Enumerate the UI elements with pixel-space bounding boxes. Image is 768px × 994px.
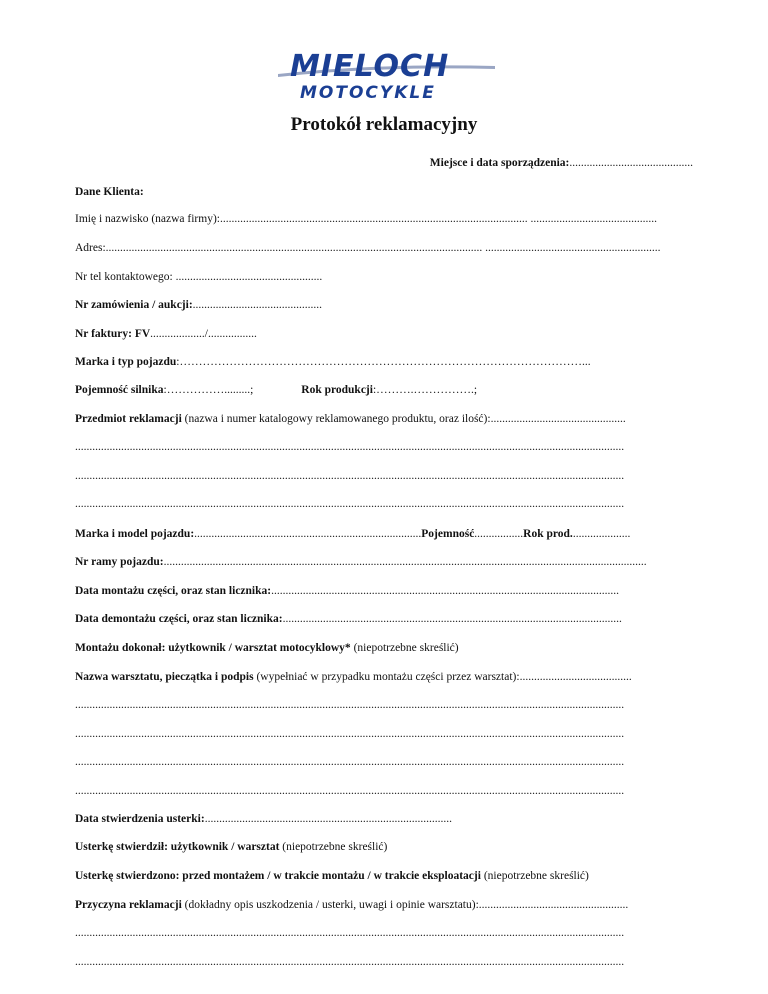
document-title: Protokół reklamacyjny <box>290 114 478 135</box>
form-line <box>75 696 693 714</box>
field-label: Data montażu części, oraz stan licznika: <box>75 585 272 597</box>
field-label: Miejsce i data sporządzenia: <box>429 157 570 169</box>
form-line <box>75 268 693 286</box>
form-line <box>75 325 693 343</box>
field-label: Nr faktury: FV <box>75 328 151 340</box>
form-line <box>75 610 693 628</box>
fill-in-field[interactable]: .................................................... <box>478 899 629 911</box>
fill-in-field[interactable]: :……………………………………………………………………………………………... <box>176 356 591 368</box>
field-label: Pojemność silnika <box>75 384 164 396</box>
field-label: Przyczyna reklamacji <box>75 899 182 911</box>
field-label: Marka i model pojazdu: <box>75 528 195 540</box>
fill-in-field[interactable]: ............................................................................................................................................................................................... <box>75 699 625 711</box>
field-note: (dokładny opis uszkodzenia / usterki, uwagi i opinie warsztatu): <box>181 899 479 911</box>
logo-bottom-text: MOTOCYKLE <box>300 83 436 102</box>
form-line <box>75 668 693 686</box>
field-label: Usterkę stwierdzono: przed montażem / w trakcie montażu / w trakcie eksploatacji <box>75 870 481 882</box>
logo-top-text: MIELOCH <box>290 49 450 84</box>
form-line <box>75 867 693 885</box>
fill-in-field[interactable]: ................. <box>474 528 524 540</box>
fill-in-field[interactable]: ........................................................................................................................................................................ <box>163 556 647 568</box>
form-line <box>75 810 693 828</box>
form-line <box>75 753 693 771</box>
field-label: Data stwierdzenia usterki: <box>75 813 205 825</box>
form-line <box>75 438 693 456</box>
form-line <box>75 582 693 600</box>
form-line <box>75 296 693 314</box>
field-label: Imię i nazwisko (nazwa firmy): <box>75 213 220 225</box>
fill-in-field[interactable]: ............................................................................................................................................................................................... <box>75 441 625 453</box>
fill-in-field[interactable]: ............................................................................................................................................................................................... <box>75 498 625 510</box>
fill-in-field[interactable]: ............................................................................................................................................................................................... <box>75 927 625 939</box>
form-line <box>75 896 693 914</box>
form-line <box>75 639 693 657</box>
field-label: Nazwa warsztatu, pieczątka i podpis <box>75 671 254 683</box>
company-logo <box>270 48 500 102</box>
fill-in-field[interactable]: ...................................................................................... <box>204 813 452 825</box>
form-line <box>75 953 693 971</box>
field-label: Nr ramy pojazdu: <box>75 556 164 568</box>
field-label: Nr zamówienia / aukcji: <box>75 299 193 311</box>
field-label: Przedmiot reklamacji <box>75 413 182 425</box>
form-line <box>75 725 693 743</box>
fill-in-field[interactable]: ........................................... <box>569 157 693 169</box>
field-label: Nr tel kontaktowego: <box>75 271 176 283</box>
field-note: (wypełniać w przypadku montażu części przez warsztat): <box>253 671 520 683</box>
form-line <box>75 239 693 257</box>
fill-in-field[interactable]: ............................................................................................................................................................................................... <box>75 785 625 797</box>
field-note: (nazwa i numer katalogowy reklamowanego produktu, oraz ilość): <box>181 413 491 425</box>
fill-in-field[interactable]: ....................................... <box>519 671 632 683</box>
fill-in-field[interactable]: ...................................................................................................................... <box>282 613 622 625</box>
field-label: Montażu dokonał: użytkownik / warsztat motocyklowy* <box>75 642 351 654</box>
fill-in-field[interactable]: ............................................................................................................................................................................................... <box>75 470 625 482</box>
field-label: Data demontażu części, oraz stan licznika: <box>75 613 283 625</box>
fill-in-field[interactable]: ............................................................................................................................................................................................... <box>75 728 625 740</box>
fill-in-field[interactable]: .................... <box>572 528 631 540</box>
form-line <box>75 353 693 371</box>
field-label: Marka i typ pojazdu <box>75 356 177 368</box>
form-line <box>75 154 693 172</box>
field-note: (niepotrzebne skreślić) <box>480 870 589 882</box>
fill-in-field[interactable]: ............................................................................................................................................................................................... <box>75 756 625 768</box>
field-label: Rok produkcji <box>301 384 373 396</box>
field-label: Dane Klienta: <box>75 186 144 198</box>
fill-in-field[interactable]: ................................................... <box>175 271 323 283</box>
field-note: (niepotrzebne skreślić) <box>350 642 459 654</box>
fill-in-field[interactable]: .................../................. <box>150 328 257 340</box>
field-label: Rok prod. <box>523 528 573 540</box>
form-line <box>75 838 693 856</box>
field-label: Pojemność <box>421 528 475 540</box>
fill-in-field[interactable]: ............................................. <box>192 299 323 311</box>
fill-in-field[interactable]: ............................................................................... <box>194 528 422 540</box>
form-line <box>75 553 693 571</box>
fill-in-field[interactable]: ................................................................................................................................... ............................................................. <box>105 242 661 254</box>
field-label: Adres: <box>75 242 106 254</box>
form-line <box>75 183 693 201</box>
form-line <box>75 782 693 800</box>
form-line <box>75 467 693 485</box>
fill-in-field[interactable]: :…………….........; <box>163 384 254 396</box>
form-line <box>75 525 693 543</box>
form-line <box>75 381 693 399</box>
fill-in-field[interactable]: ......................................................................................................................... <box>271 585 619 597</box>
field-note: (niepotrzebne skreślić) <box>279 841 388 853</box>
fill-in-field[interactable]: ............................................... <box>490 413 626 425</box>
fill-in-field[interactable]: ........................................................................................................... ............................................ <box>219 213 657 225</box>
form-line <box>75 410 693 428</box>
field-label: Usterkę stwierdził: użytkownik / warsztat <box>75 841 280 853</box>
form-line <box>75 495 693 513</box>
fill-in-field[interactable]: :……….…………….; <box>372 384 478 396</box>
form-line <box>75 210 693 228</box>
form-line <box>75 924 693 942</box>
fill-in-field[interactable]: ............................................................................................................................................................................................... <box>75 956 625 968</box>
